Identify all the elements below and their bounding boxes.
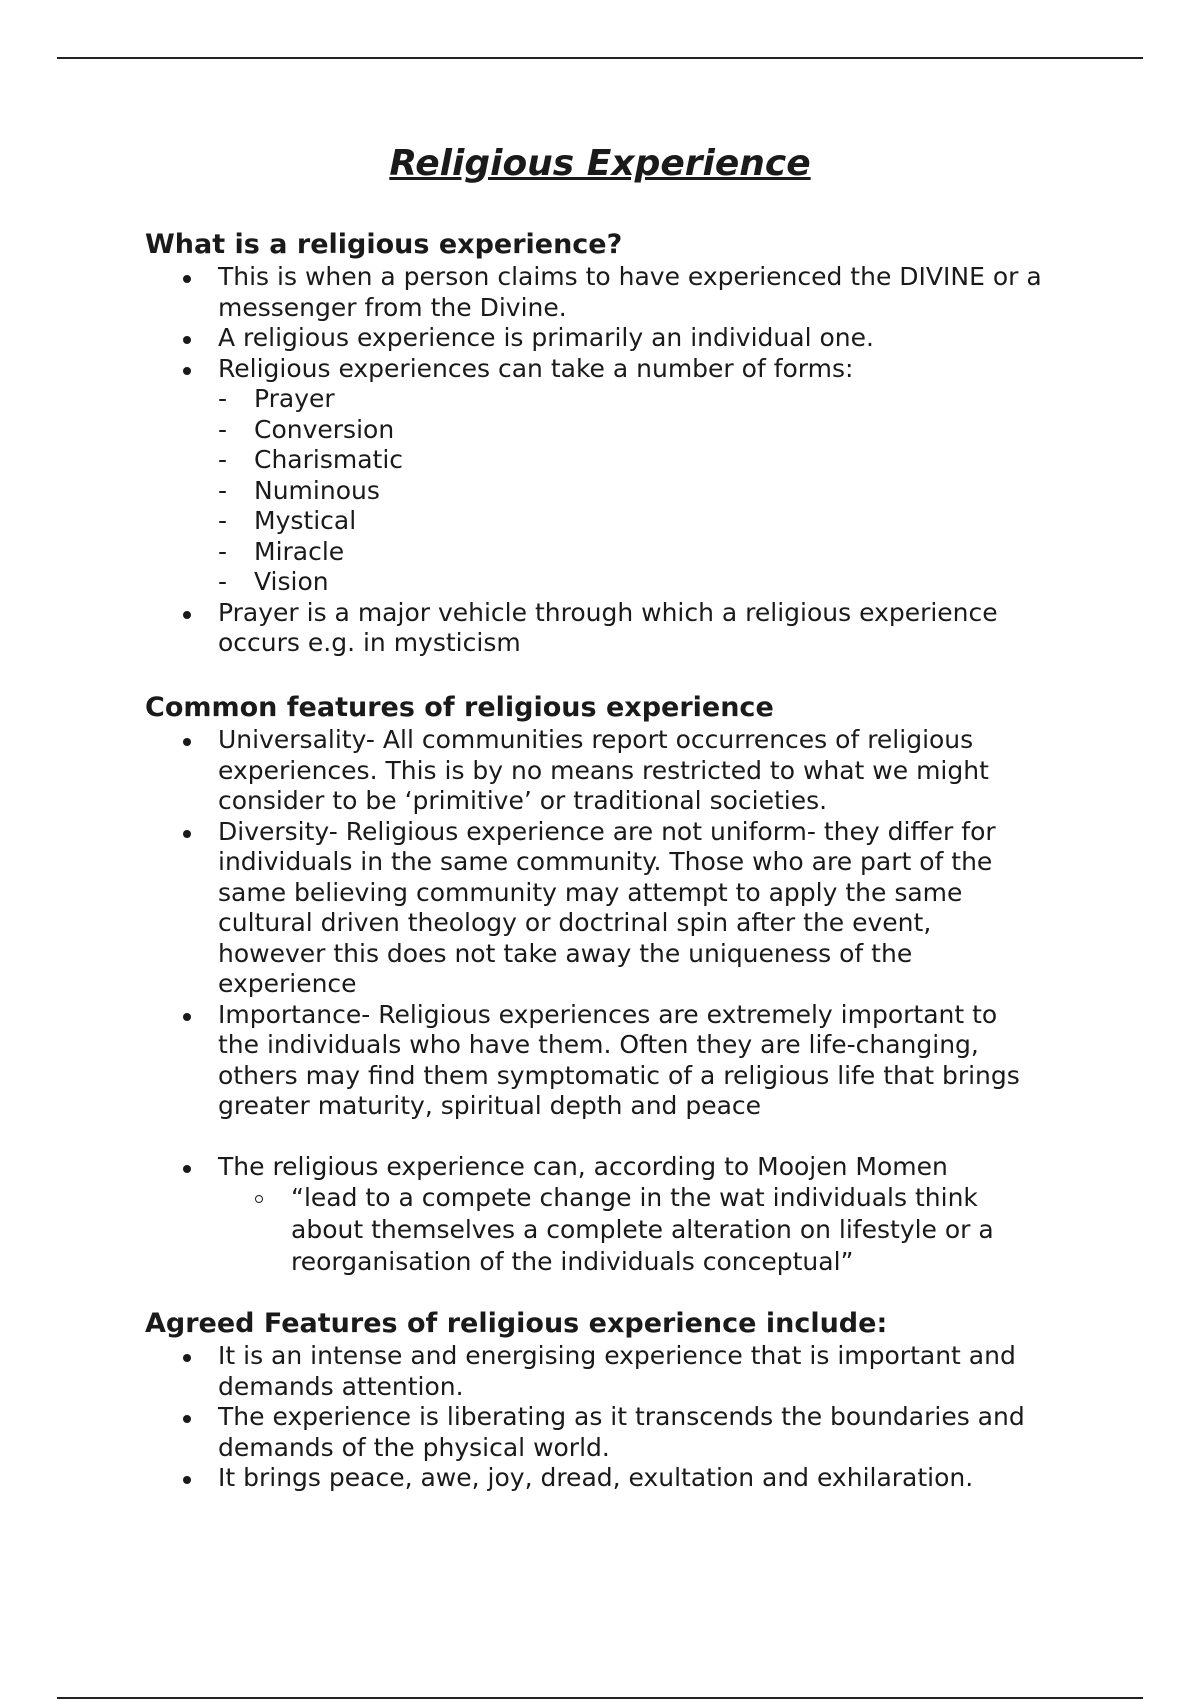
list-item-text: It brings peace, awe, joy, dread, exultation and exhilaration. bbox=[218, 1463, 974, 1492]
list-item bbox=[145, 598, 1045, 659]
form-item bbox=[218, 476, 1045, 507]
bullet-icon bbox=[183, 1476, 191, 1484]
form-item-text: Miracle bbox=[254, 536, 345, 566]
list-item-text: This is when a person claims to have experienced the DIVINE or a messenger from the Divine. bbox=[218, 262, 1042, 322]
forms-list bbox=[218, 384, 1045, 598]
form-item-text: Conversion bbox=[254, 414, 395, 444]
section-heading: What is a religious experience? bbox=[145, 229, 623, 260]
bullet-icon bbox=[183, 611, 191, 619]
form-item bbox=[218, 567, 1045, 598]
form-item-text: Charismatic bbox=[254, 445, 404, 474]
form-item bbox=[218, 537, 1045, 568]
section-heading: Common features of religious experience bbox=[145, 692, 774, 723]
form-item bbox=[218, 415, 1045, 446]
bullet-icon bbox=[183, 1354, 191, 1362]
dash-icon: - bbox=[218, 506, 228, 535]
list-item-text: A religious experience is primarily an individual one. bbox=[218, 323, 874, 352]
list-item bbox=[145, 323, 1045, 354]
list-item-text: The religious experience can, according to Moojen Momen bbox=[218, 1151, 948, 1181]
section-agreed-features bbox=[145, 1307, 1045, 1494]
quote-item bbox=[218, 1182, 1045, 1278]
bullet-icon bbox=[183, 336, 191, 344]
list-item bbox=[145, 725, 1045, 817]
section-heading: Agreed Features of religious experience include: bbox=[145, 1308, 888, 1339]
quote-text: “lead to a compete change in the wat individuals think about themselves a complete alteration on lifestyle or a reorganisation of the individuals conceptual” bbox=[291, 1183, 994, 1276]
list-item-text: The experience is liberating as it transcends the boundaries and demands of the physical world. bbox=[218, 1402, 1025, 1462]
list-item bbox=[145, 1000, 1045, 1122]
dash-icon: - bbox=[218, 384, 228, 413]
form-item-text: Prayer bbox=[254, 384, 335, 413]
bullet-list bbox=[145, 262, 1045, 659]
list-item-text: Universality- All communities report occurrences of religious experiences. This is by no means restricted to what we might consider to be ‘primitive’ or traditional societies. bbox=[218, 725, 989, 815]
dash-icon: - bbox=[218, 414, 228, 444]
bullet-icon bbox=[183, 1013, 191, 1021]
bottom-rule bbox=[57, 1697, 1143, 1699]
circle-bullet-icon bbox=[255, 1195, 263, 1203]
list-item-text: Prayer is a major vehicle through which a religious experience occurs e.g. in mysticism bbox=[218, 597, 998, 657]
top-rule bbox=[57, 57, 1143, 59]
form-item bbox=[218, 384, 1045, 415]
list-item bbox=[145, 1402, 1045, 1463]
bullet-icon bbox=[183, 738, 191, 746]
dash-icon: - bbox=[218, 445, 228, 474]
bullet-icon bbox=[183, 1415, 191, 1423]
quote-list bbox=[218, 1182, 1045, 1278]
list-item bbox=[145, 1463, 1045, 1494]
bullet-list bbox=[145, 1341, 1045, 1494]
dash-icon: - bbox=[218, 567, 228, 596]
form-item bbox=[218, 445, 1045, 476]
section-common-features bbox=[145, 691, 1045, 1278]
document-title: Religious Experience bbox=[389, 143, 811, 184]
dash-icon: - bbox=[218, 475, 228, 505]
dash-icon: - bbox=[218, 536, 228, 566]
list-item bbox=[145, 1152, 1045, 1279]
bullet-icon bbox=[183, 367, 191, 375]
list-item-text: Religious experiences can take a number of forms: bbox=[218, 353, 854, 383]
form-item-text: Numinous bbox=[254, 475, 380, 505]
bullet-icon bbox=[183, 830, 191, 838]
form-item bbox=[218, 506, 1045, 537]
section-what-is bbox=[145, 228, 1045, 659]
bullet-icon bbox=[183, 275, 191, 283]
list-item-text: Importance- Religious experiences are extremely important to the individuals who have them. Often they are life-changing, others may find them symptomatic of a religious life that brings greater maturity, spiritual depth and peace bbox=[218, 999, 1020, 1120]
list-item bbox=[145, 1341, 1045, 1402]
list-item-text: Diversity- Religious experience are not uniform- they differ for individuals in the same community. Those who are part of the same believing community may attempt to apply the same cultural driven theology or doctrinal spin after the event, however this does not take away the uniqueness of the experience bbox=[218, 816, 996, 998]
list-item bbox=[145, 354, 1045, 598]
form-item-text: Mystical bbox=[254, 506, 357, 535]
list-item bbox=[145, 262, 1045, 323]
bullet-list bbox=[145, 725, 1045, 1278]
form-item-text: Vision bbox=[254, 567, 329, 596]
bullet-icon bbox=[183, 1165, 191, 1173]
list-item bbox=[145, 817, 1045, 1000]
list-item-text: It is an intense and energising experience that is important and demands attention. bbox=[218, 1341, 1016, 1401]
